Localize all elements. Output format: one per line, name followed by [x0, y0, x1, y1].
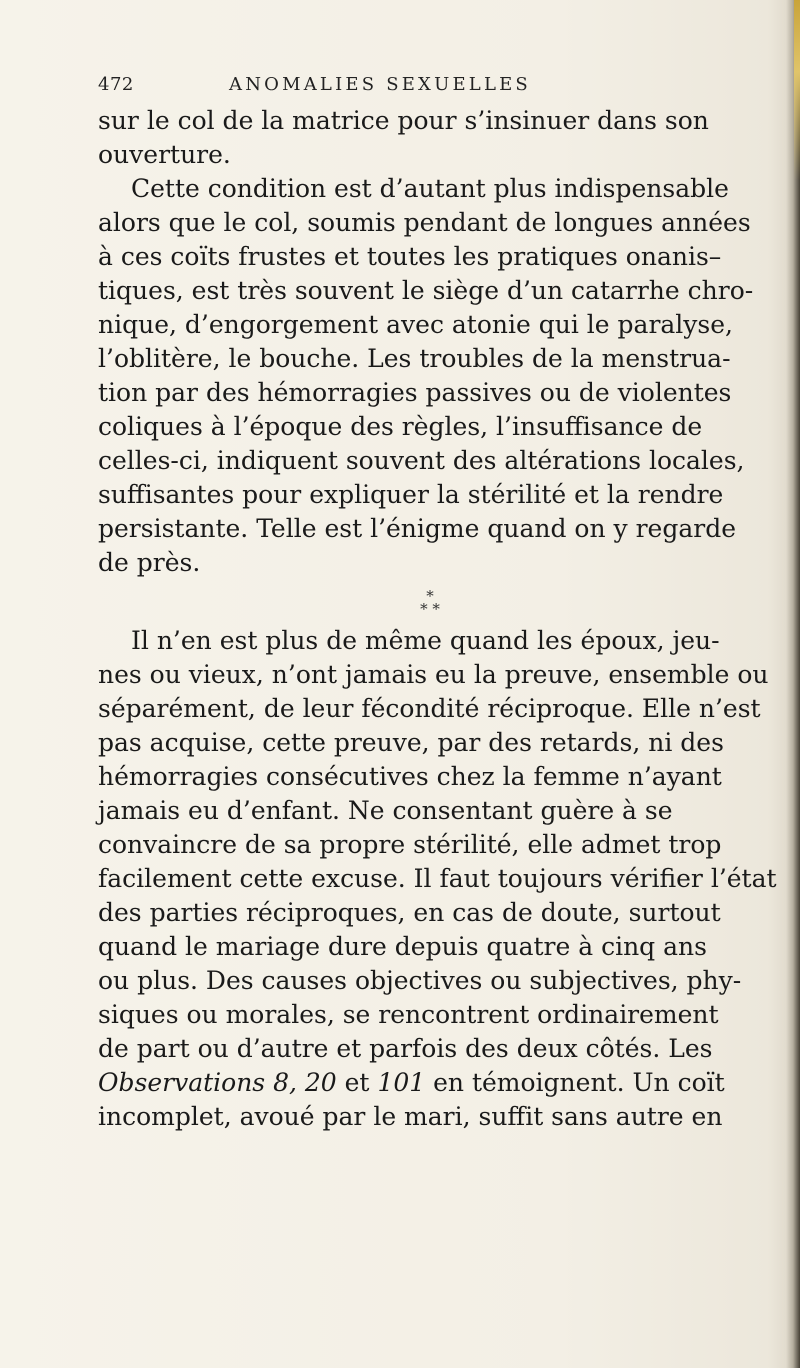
text-line: convaincre de sa propre stérilité, elle admet trop	[98, 830, 722, 859]
text-line: l’oblitère, le bouche. Les troubles de la menstrua-	[98, 344, 731, 373]
text-line: celles-ci, indiquent souvent des altérations locales,	[98, 446, 745, 475]
page-number: 472	[98, 74, 134, 95]
text-fragment: et	[336, 1068, 378, 1097]
text-line: séparément, de leur fécondité réciproque. Elle n’est	[98, 694, 761, 723]
text-fragment: en témoignent. Un coït	[425, 1068, 725, 1097]
text-line: tion par des hémorragies passives ou de violentes	[98, 378, 732, 407]
text-line: pas acquise, cette preuve, par des retards, ni des	[98, 728, 724, 757]
text-line-with-references	[98, 1066, 725, 1100]
text-line: des parties réciproques, en cas de doute, surtout	[98, 898, 721, 927]
text-line: facilement cette excuse. Il faut toujours vérifier l’état	[98, 864, 777, 893]
observations-reference: Observations 8, 20	[98, 1068, 337, 1097]
text-line: à ces coïts frustes et toutes les pratiques onanis–	[98, 242, 722, 271]
paragraph-start: Cette condition est d’autant plus indispensable	[131, 174, 729, 203]
text-line: incomplet, avoué par le mari, suffit sans autre en	[98, 1102, 723, 1131]
text-line: suffisantes pour expliquer la stérilité et la rendre	[98, 480, 724, 509]
text-line: persistante. Telle est l’énigme quand on y regarde	[98, 514, 736, 543]
running-title: ANOMALIES SEXUELLES	[229, 74, 531, 95]
text-line: sur le col de la matrice pour s’insinuer dans son	[98, 106, 709, 135]
text-line: hémorragies consécutives chez la femme n’ayant	[98, 762, 722, 791]
text-line: de près.	[98, 548, 201, 577]
text-line: alors que le col, soumis pendant de longues années	[98, 208, 751, 237]
text-line: ou plus. Des causes objectives ou subjectives, phy-	[98, 966, 742, 995]
paragraph-start: Il n’en est plus de même quand les époux, jeu-	[131, 626, 720, 655]
text-line: quand le mariage dure depuis quatre à cinq ans	[98, 932, 707, 961]
text-line: siques ou morales, se rencontrent ordinairement	[98, 1000, 719, 1029]
page-edge-stain	[794, 0, 800, 180]
text-line: coliques à l’époque des règles, l’insuffisance de	[98, 412, 703, 441]
running-header	[98, 74, 708, 100]
text-line: de part ou d’autre et parfois des deux côtés. Les	[98, 1034, 713, 1063]
text-line: nique, d’engorgement avec atonie qui le paralyse,	[98, 310, 733, 339]
text-line: jamais eu d’enfant. Ne consentant guère à se	[98, 796, 673, 825]
text-line: ouverture.	[98, 140, 231, 169]
asterism-bottom: * *	[420, 600, 440, 618]
page-edge-shadow	[786, 0, 800, 1368]
text-line: nes ou vieux, n’ont jamais eu la preuve, ensemble ou	[98, 660, 769, 689]
asterism-top: *	[426, 587, 434, 605]
observation-number: 101	[377, 1068, 426, 1097]
text-line: tiques, est très souvent le siège d’un catarrhe chro-	[98, 276, 754, 305]
